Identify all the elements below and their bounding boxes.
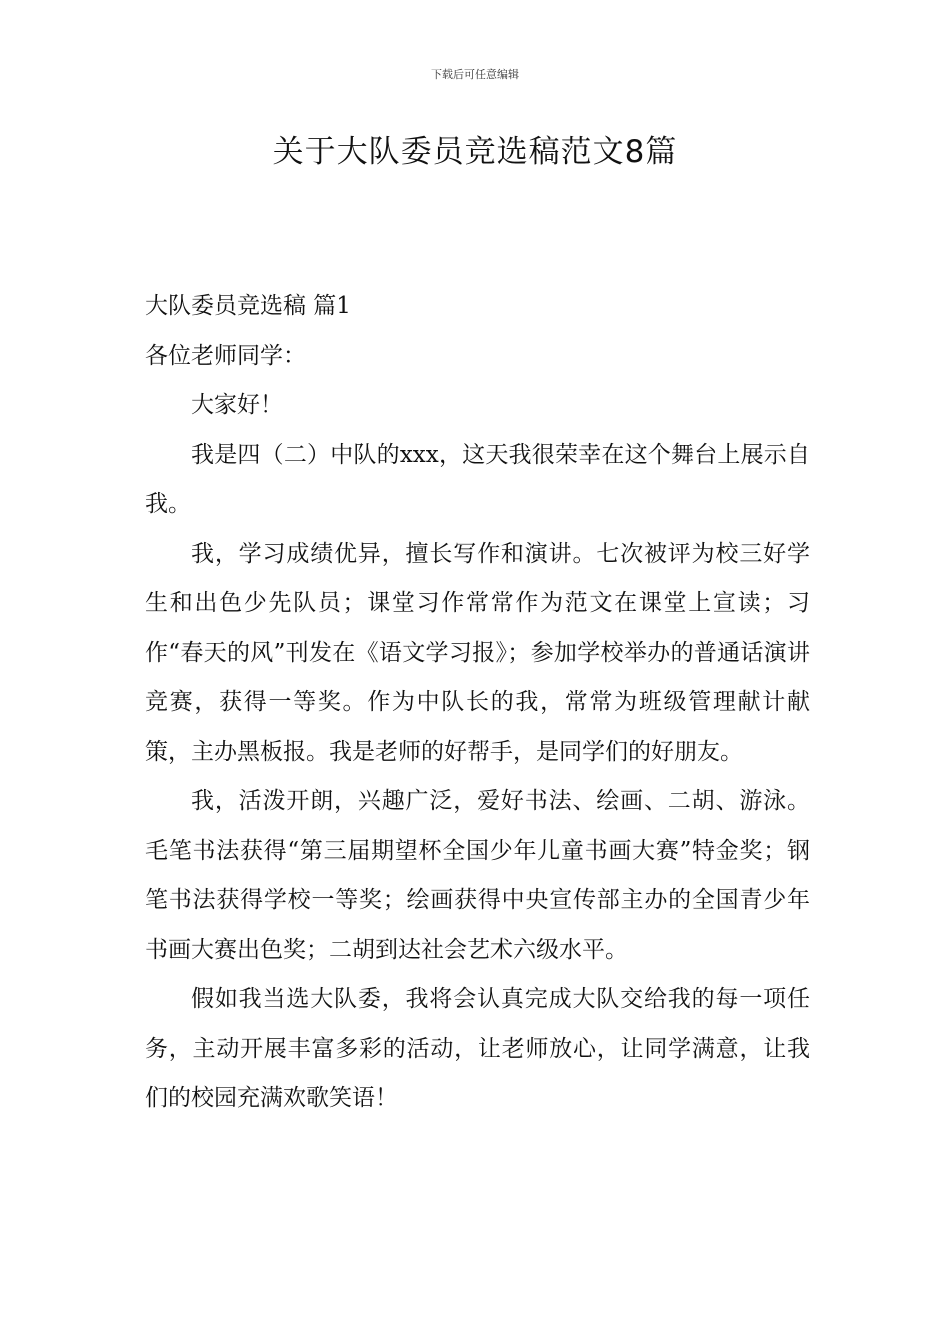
header-note: 下载后可任意编辑 — [431, 68, 519, 81]
section-heading: 大队委员竞选稿 篇1 — [145, 293, 351, 319]
paragraph: 假如我当选大队委，我将会认真完成大队交给我的每一项任务，主动开展丰富多彩的活动，让老师放心，让同学满意，让我们的校园充满欢歌笑语！ — [145, 986, 810, 1111]
salutation: 各位老师同学： — [145, 342, 306, 369]
paragraph: 我，学习成绩优异，擅长写作和演讲。七次被评为校三好学生和出色少先队员；课堂习作常常作为范文在课堂上宣读；习作“春天的风”刊发在《语文学习报》；参加学校举办的普通话演讲竞赛，获得一等奖。作为中队长的我，常常为班级管理献计献策，主办黑板报。我是老师的好帮手，是同学们的好朋友。 — [145, 540, 810, 765]
paragraph: 大家好！ — [191, 392, 283, 418]
paragraph: 我，活泼开朗，兴趣广泛，爱好书法、绘画、二胡、游泳。毛笔书法获得“第三届期望杯全国少年儿童书画大赛”特金奖；钢笔书法获得学校一等奖；绘画获得中央宣传部主办的全国青少年书画大赛出色奖；二胡到达社会艺术六级水平。 — [145, 788, 810, 963]
document-body — [145, 282, 810, 1124]
paragraph: 我是四（二）中队的xxx，这天我很荣幸在这个舞台上展示自我。 — [145, 441, 810, 517]
document-title: 关于大队委员竞选稿范文8篇 — [272, 134, 678, 170]
